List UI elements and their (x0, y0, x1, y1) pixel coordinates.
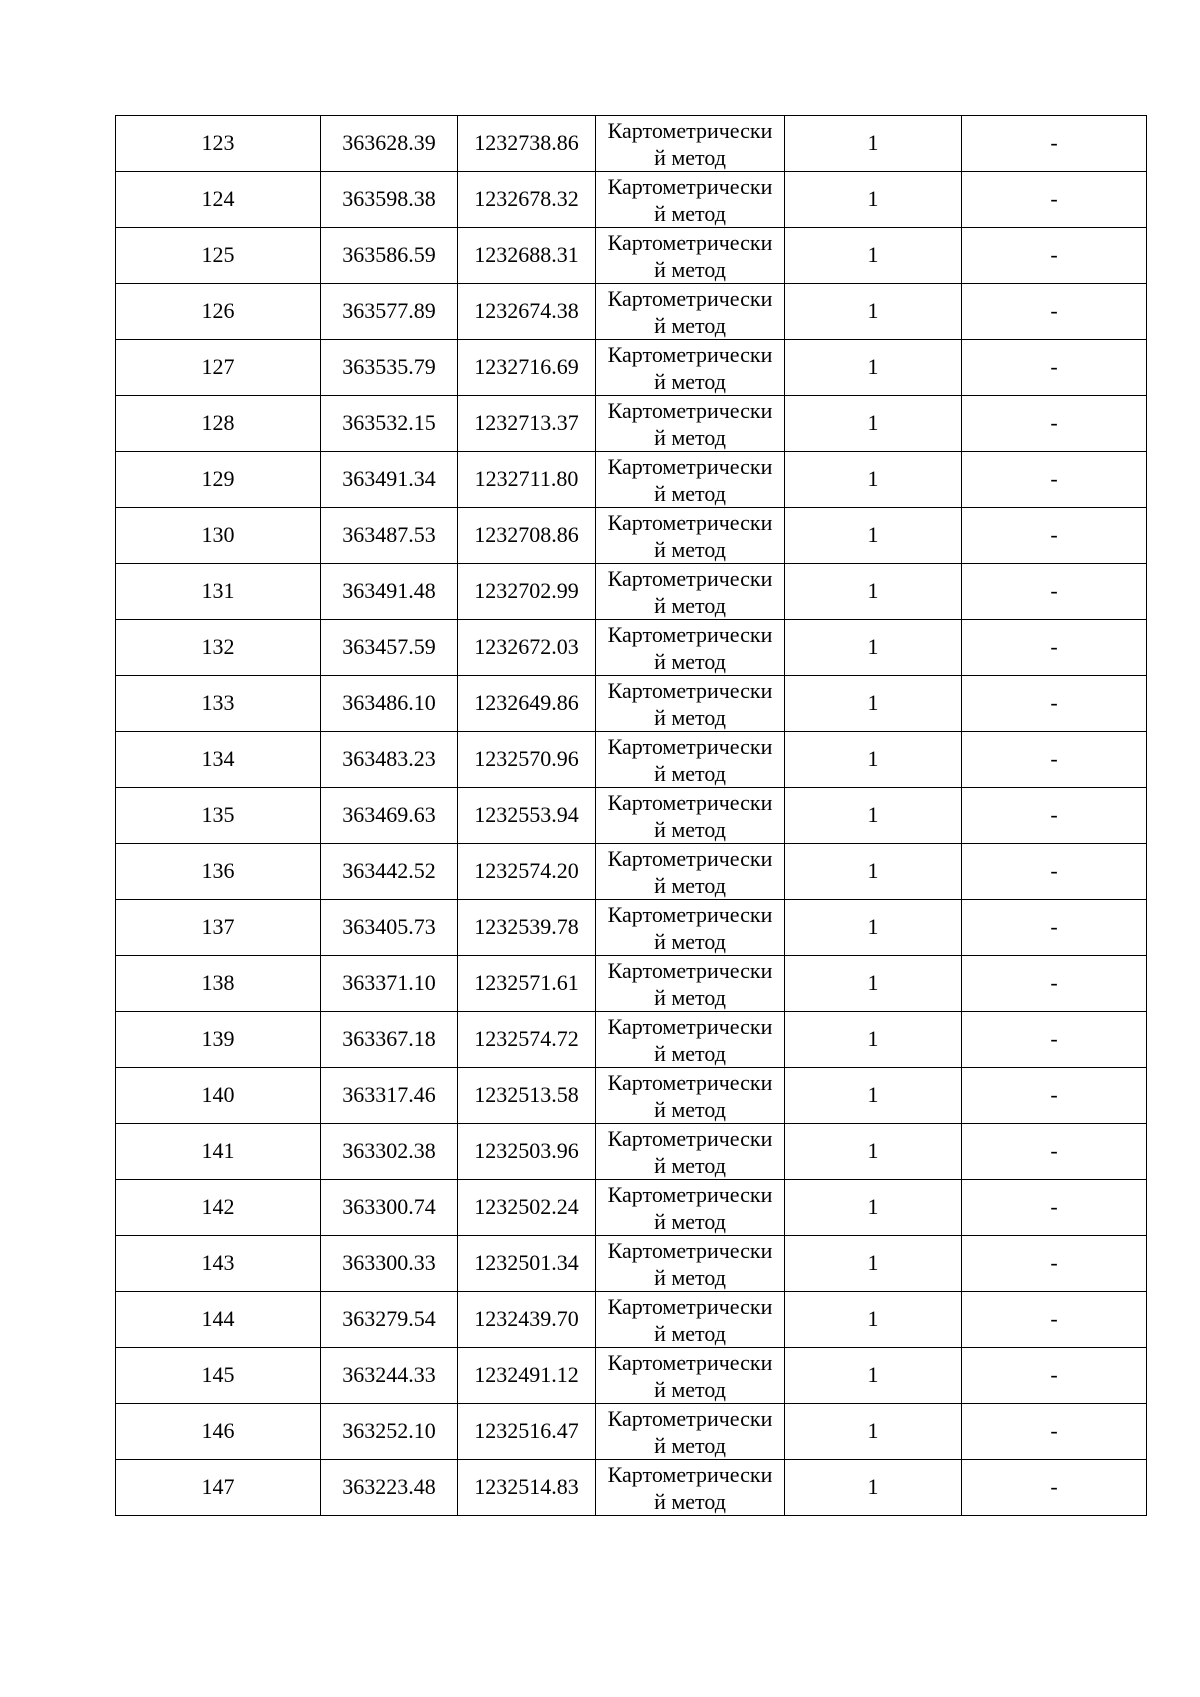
point-number-cell: 123 (116, 116, 321, 172)
x-coordinate-cell: 363598.38 (321, 172, 458, 228)
y-coordinate-cell: 1232503.96 (458, 1124, 596, 1180)
y-coordinate-cell: 1232708.86 (458, 508, 596, 564)
point-number-cell: 139 (116, 1012, 321, 1068)
accuracy-cell: 1 (785, 452, 962, 508)
y-coordinate-cell: 1232678.32 (458, 172, 596, 228)
table-row (116, 172, 1147, 228)
method-cell: Картометрически й метод (596, 1292, 785, 1348)
y-coordinate-cell: 1232516.47 (458, 1404, 596, 1460)
accuracy-cell: 1 (785, 1460, 962, 1516)
table-row (116, 956, 1147, 1012)
y-coordinate-cell: 1232716.69 (458, 340, 596, 396)
accuracy-cell: 1 (785, 1012, 962, 1068)
accuracy-cell: 1 (785, 676, 962, 732)
table-row (116, 396, 1147, 452)
point-number-cell: 135 (116, 788, 321, 844)
method-cell: Картометрически й метод (596, 1124, 785, 1180)
point-number-cell: 129 (116, 452, 321, 508)
x-coordinate-cell: 363628.39 (321, 116, 458, 172)
x-coordinate-cell: 363586.59 (321, 228, 458, 284)
y-coordinate-cell: 1232501.34 (458, 1236, 596, 1292)
y-coordinate-cell: 1232502.24 (458, 1180, 596, 1236)
point-number-cell: 147 (116, 1460, 321, 1516)
x-coordinate-cell: 363252.10 (321, 1404, 458, 1460)
x-coordinate-cell: 363300.33 (321, 1236, 458, 1292)
method-cell: Картометрически й метод (596, 1348, 785, 1404)
point-number-cell: 137 (116, 900, 321, 956)
table-row (116, 508, 1147, 564)
accuracy-cell: 1 (785, 1068, 962, 1124)
table-row (116, 1180, 1147, 1236)
accuracy-cell: 1 (785, 396, 962, 452)
x-coordinate-cell: 363405.73 (321, 900, 458, 956)
table-row (116, 564, 1147, 620)
method-cell: Картометрически й метод (596, 956, 785, 1012)
table-row (116, 284, 1147, 340)
description-cell: - (962, 1404, 1147, 1460)
point-number-cell: 138 (116, 956, 321, 1012)
y-coordinate-cell: 1232574.72 (458, 1012, 596, 1068)
point-number-cell: 146 (116, 1404, 321, 1460)
y-coordinate-cell: 1232574.20 (458, 844, 596, 900)
table-row (116, 116, 1147, 172)
point-number-cell: 128 (116, 396, 321, 452)
point-number-cell: 125 (116, 228, 321, 284)
point-number-cell: 127 (116, 340, 321, 396)
method-cell: Картометрически й метод (596, 1068, 785, 1124)
description-cell: - (962, 1124, 1147, 1180)
table-row (116, 676, 1147, 732)
description-cell: - (962, 172, 1147, 228)
method-cell: Картометрически й метод (596, 452, 785, 508)
point-number-cell: 131 (116, 564, 321, 620)
accuracy-cell: 1 (785, 1404, 962, 1460)
method-cell: Картометрически й метод (596, 900, 785, 956)
point-number-cell: 144 (116, 1292, 321, 1348)
accuracy-cell: 1 (785, 956, 962, 1012)
description-cell: - (962, 1068, 1147, 1124)
accuracy-cell: 1 (785, 620, 962, 676)
y-coordinate-cell: 1232702.99 (458, 564, 596, 620)
y-coordinate-cell: 1232713.37 (458, 396, 596, 452)
x-coordinate-cell: 363487.53 (321, 508, 458, 564)
description-cell: - (962, 1180, 1147, 1236)
accuracy-cell: 1 (785, 508, 962, 564)
x-coordinate-cell: 363317.46 (321, 1068, 458, 1124)
y-coordinate-cell: 1232439.70 (458, 1292, 596, 1348)
y-coordinate-cell: 1232553.94 (458, 788, 596, 844)
y-coordinate-cell: 1232738.86 (458, 116, 596, 172)
point-number-cell: 133 (116, 676, 321, 732)
description-cell: - (962, 956, 1147, 1012)
table-row (116, 1124, 1147, 1180)
table-row (116, 1292, 1147, 1348)
accuracy-cell: 1 (785, 116, 962, 172)
description-cell: - (962, 1012, 1147, 1068)
point-number-cell: 141 (116, 1124, 321, 1180)
accuracy-cell: 1 (785, 1236, 962, 1292)
accuracy-cell: 1 (785, 900, 962, 956)
method-cell: Картометрически й метод (596, 676, 785, 732)
y-coordinate-cell: 1232513.58 (458, 1068, 596, 1124)
y-coordinate-cell: 1232672.03 (458, 620, 596, 676)
accuracy-cell: 1 (785, 1180, 962, 1236)
x-coordinate-cell: 363486.10 (321, 676, 458, 732)
method-cell: Картометрически й метод (596, 116, 785, 172)
point-number-cell: 134 (116, 732, 321, 788)
coordinates-table (115, 115, 1147, 1516)
description-cell: - (962, 620, 1147, 676)
accuracy-cell: 1 (785, 228, 962, 284)
table-row (116, 1068, 1147, 1124)
accuracy-cell: 1 (785, 564, 962, 620)
method-cell: Картометрически й метод (596, 228, 785, 284)
x-coordinate-cell: 363300.74 (321, 1180, 458, 1236)
method-cell: Картометрически й метод (596, 844, 785, 900)
y-coordinate-cell: 1232649.86 (458, 676, 596, 732)
y-coordinate-cell: 1232514.83 (458, 1460, 596, 1516)
point-number-cell: 143 (116, 1236, 321, 1292)
accuracy-cell: 1 (785, 1348, 962, 1404)
method-cell: Картометрически й метод (596, 564, 785, 620)
accuracy-cell: 1 (785, 1124, 962, 1180)
accuracy-cell: 1 (785, 1292, 962, 1348)
point-number-cell: 132 (116, 620, 321, 676)
x-coordinate-cell: 363371.10 (321, 956, 458, 1012)
x-coordinate-cell: 363491.48 (321, 564, 458, 620)
x-coordinate-cell: 363457.59 (321, 620, 458, 676)
method-cell: Картометрически й метод (596, 1180, 785, 1236)
point-number-cell: 124 (116, 172, 321, 228)
accuracy-cell: 1 (785, 788, 962, 844)
description-cell: - (962, 508, 1147, 564)
x-coordinate-cell: 363469.63 (321, 788, 458, 844)
x-coordinate-cell: 363367.18 (321, 1012, 458, 1068)
point-number-cell: 126 (116, 284, 321, 340)
description-cell: - (962, 1236, 1147, 1292)
description-cell: - (962, 284, 1147, 340)
accuracy-cell: 1 (785, 284, 962, 340)
description-cell: - (962, 228, 1147, 284)
description-cell: - (962, 452, 1147, 508)
table-row (116, 1012, 1147, 1068)
y-coordinate-cell: 1232570.96 (458, 732, 596, 788)
x-coordinate-cell: 363244.33 (321, 1348, 458, 1404)
description-cell: - (962, 844, 1147, 900)
table-row (116, 1404, 1147, 1460)
method-cell: Картометрически й метод (596, 732, 785, 788)
y-coordinate-cell: 1232491.12 (458, 1348, 596, 1404)
description-cell: - (962, 732, 1147, 788)
description-cell: - (962, 564, 1147, 620)
y-coordinate-cell: 1232688.31 (458, 228, 596, 284)
table-row (116, 1348, 1147, 1404)
x-coordinate-cell: 363577.89 (321, 284, 458, 340)
method-cell: Картометрически й метод (596, 1236, 785, 1292)
method-cell: Картометрически й метод (596, 788, 785, 844)
method-cell: Картометрически й метод (596, 284, 785, 340)
y-coordinate-cell: 1232674.38 (458, 284, 596, 340)
method-cell: Картометрически й метод (596, 1012, 785, 1068)
method-cell: Картометрически й метод (596, 620, 785, 676)
table-row (116, 452, 1147, 508)
description-cell: - (962, 676, 1147, 732)
method-cell: Картометрически й метод (596, 340, 785, 396)
x-coordinate-cell: 363483.23 (321, 732, 458, 788)
x-coordinate-cell: 363535.79 (321, 340, 458, 396)
table-row (116, 1460, 1147, 1516)
x-coordinate-cell: 363442.52 (321, 844, 458, 900)
point-number-cell: 142 (116, 1180, 321, 1236)
point-number-cell: 136 (116, 844, 321, 900)
point-number-cell: 145 (116, 1348, 321, 1404)
table-row (116, 1236, 1147, 1292)
table-row (116, 900, 1147, 956)
table-row (116, 788, 1147, 844)
method-cell: Картометрически й метод (596, 508, 785, 564)
description-cell: - (962, 900, 1147, 956)
method-cell: Картометрически й метод (596, 396, 785, 452)
description-cell: - (962, 1292, 1147, 1348)
table-row (116, 340, 1147, 396)
method-cell: Картометрически й метод (596, 1404, 785, 1460)
x-coordinate-cell: 363223.48 (321, 1460, 458, 1516)
table-row (116, 732, 1147, 788)
table-row (116, 620, 1147, 676)
description-cell: - (962, 1460, 1147, 1516)
table-row (116, 228, 1147, 284)
description-cell: - (962, 340, 1147, 396)
description-cell: - (962, 1348, 1147, 1404)
y-coordinate-cell: 1232571.61 (458, 956, 596, 1012)
point-number-cell: 130 (116, 508, 321, 564)
y-coordinate-cell: 1232711.80 (458, 452, 596, 508)
point-number-cell: 140 (116, 1068, 321, 1124)
method-cell: Картометрически й метод (596, 172, 785, 228)
table-row (116, 844, 1147, 900)
x-coordinate-cell: 363279.54 (321, 1292, 458, 1348)
method-cell: Картометрически й метод (596, 1460, 785, 1516)
coordinates-table-body (116, 116, 1147, 1516)
x-coordinate-cell: 363532.15 (321, 396, 458, 452)
y-coordinate-cell: 1232539.78 (458, 900, 596, 956)
description-cell: - (962, 116, 1147, 172)
accuracy-cell: 1 (785, 340, 962, 396)
x-coordinate-cell: 363491.34 (321, 452, 458, 508)
accuracy-cell: 1 (785, 844, 962, 900)
description-cell: - (962, 396, 1147, 452)
x-coordinate-cell: 363302.38 (321, 1124, 458, 1180)
accuracy-cell: 1 (785, 732, 962, 788)
accuracy-cell: 1 (785, 172, 962, 228)
description-cell: - (962, 788, 1147, 844)
